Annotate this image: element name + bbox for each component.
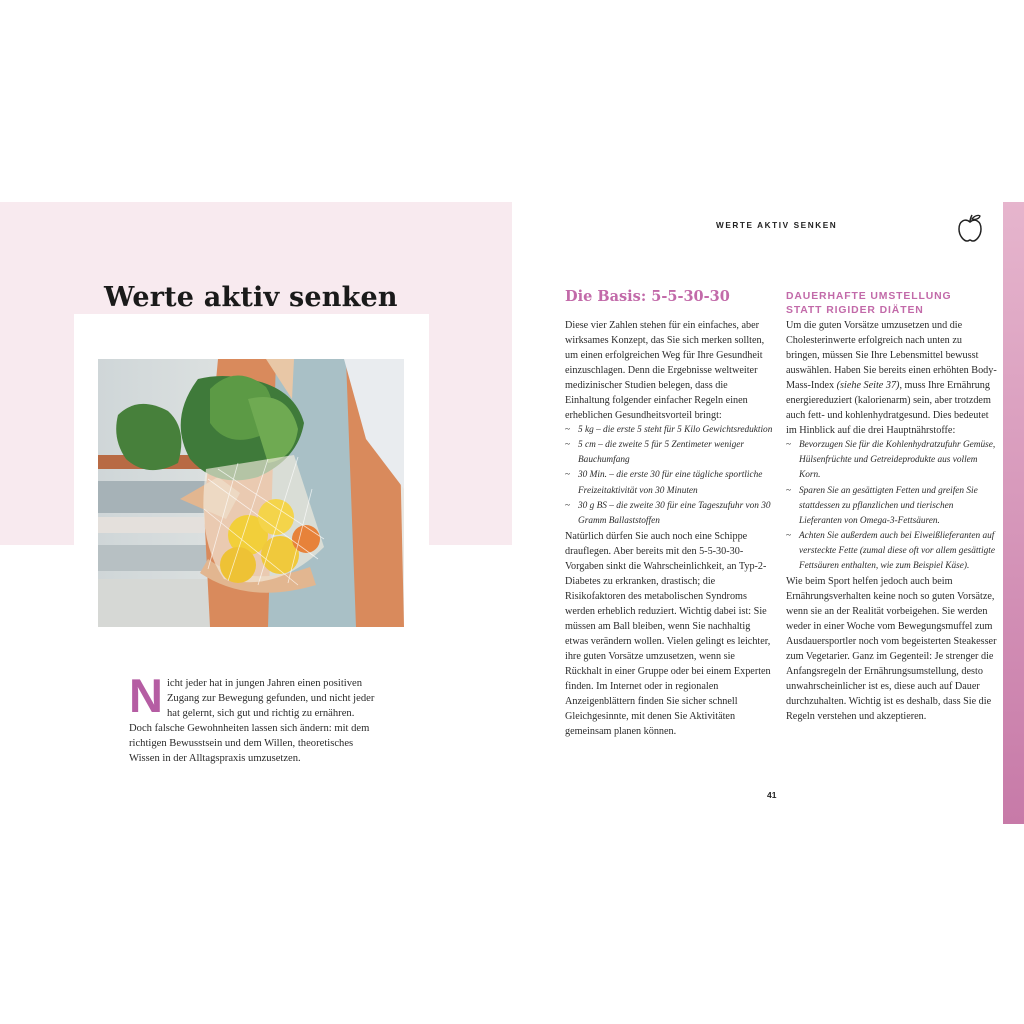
page-reference: (siehe Seite 37) xyxy=(836,380,900,392)
intro-paragraph xyxy=(129,669,377,767)
text-column-1 xyxy=(565,318,773,739)
section-heading-basis: Die Basis: 5-5-30-30 xyxy=(565,288,730,305)
heading-line-1: DAUERHAFTE UMSTELLUNG xyxy=(786,291,952,302)
text-column-2 xyxy=(786,318,998,724)
apple-icon xyxy=(957,213,983,243)
paragraph: Natürlich dürfen Sie auch noch eine Schippe drauflegen. Aber bereits mit den 5-5-30-30-Vorgaben sinkt die Wahrscheinlichkeit, an Typ-2-Diabetes zu erkranken, drastisch; die Risikofaktoren des metabolischen Syndroms werden erheblich reduziert. Wichtig dabei ist: Sie müssen am Ball bleiben, wenn Sie nachhaltig etwas verändern wollen. Vielen gelingt es leichter, ihre guten Vorsätze umzusetzen, wenn sie Rückhalt in einer Gruppe oder bei einem Experten finden. Im Internet oder in regionalen Anzeigenblättern finden Sie sicher schnell Gleichgesinnte, mit denen Sie Aktivitäten gemeinsam planen können. xyxy=(565,530,771,738)
list-item: ~ 30 Min. – die erste 30 für eine tägliche sportliche Freizeitaktivität von 30 Minuten xyxy=(565,470,763,496)
intro-text: icht jeder hat in jungen Jahren einen positiven Zugang zur Bewegung gefunden, und nicht jeder hat gelernt, sich gut und richtig zu ernähren. Doch falsche Gewohnheiten lassen sich ändern: mit dem richtigen Bewusstsein und dem Willen, theoretisches Wissen in der Alltagspraxis umzusetzen. xyxy=(129,678,375,765)
page-number: 41 xyxy=(767,790,777,800)
tilde-bullet: ~ xyxy=(786,485,792,496)
paragraph: Um die guten Vorsätze umzusetzen und die Cholesterinwerte erfolgreich nach unten zu bringen, müssen Sie Ihre Lebensmittel bewusst auswählen. Haben Sie bereits einen erhöhten Body-Mass-Index (siehe Seite 37), muss Ihre Ernährung energiereduziert (kalorienarm) sein, aber trotzdem auch fett- und kohlenhydratgesund. Dies bedeutet im Hinblick auf die drei Hauptnährstoffe: xyxy=(786,320,997,437)
bullet-list xyxy=(786,438,998,573)
paragraph: Wie beim Sport helfen jedoch auch beim Ernährungsverhalten keine noch so guten Vorsätze, wenn sie an der Realität vorbeigehen. Sie werden weder in einer Woche vom Bewegungsmuffel zum Ausdauersportler noch vom begeisterten Steakesser zum Vegetarier. Ganz im Gegenteil: Je strenger die Anfangsregeln der Ernährungsumstellung, desto unwahrscheinlicher ist es, diese auch auf Dauer durchzuhalten. Wichtig ist es deshalb, dass Sie die Regeln verstehen und akzeptieren. xyxy=(786,575,997,723)
running-head: WERTE AKTIV SENKEN xyxy=(716,221,838,230)
drop-cap: N xyxy=(129,669,163,722)
chapter-color-tab xyxy=(1003,202,1024,824)
section-heading-umstellung xyxy=(786,290,952,318)
market-photo xyxy=(98,359,404,627)
bullet-list xyxy=(565,423,773,528)
tilde-bullet: ~ xyxy=(565,470,571,481)
list-item: ~ Achten Sie außerdem auch bei Eiweißlieferanten auf versteckte Fette (zumal diese oft vor allem gesättigte Fettsäuren enthalten, wie zum Beispiel Käse). xyxy=(786,530,995,571)
list-item: ~ 5 kg – die erste 5 steht für 5 Kilo Gewichtsreduktion xyxy=(565,423,773,438)
tilde-bullet: ~ xyxy=(565,440,571,451)
tilde-bullet: ~ xyxy=(786,440,792,451)
list-item: ~ Bevorzugen Sie für die Kohlenhydratzufuhr Gemüse, Hülsenfrüchte und Getreideprodukte aus vollem Korn. xyxy=(786,440,996,481)
page-title: Werte aktiv senken xyxy=(104,282,398,313)
heading-line-2: STATT RIGIDER DIÄTEN xyxy=(786,305,924,316)
list-item: ~ Sparen Sie an gesättigten Fetten und greifen Sie stattdessen zu pflanzlichen und tierischen Lieferanten von Omega-3-Fettsäuren. xyxy=(786,485,978,526)
list-item: ~ 30 g BS – die zweite 30 für eine Tageszufuhr von 30 Gramm Ballaststoffen xyxy=(565,500,771,526)
paragraph: Diese vier Zahlen stehen für ein einfaches, aber wirksames Konzept, das Sie sich merken sollten, um einen erfolgreichen Weg für Ihre Gesundheit einzuschlagen. Denn die Ergebnisse weltweiter medizinischer Studien belegen, dass die Einhaltung folgender einfacher Regeln einen erheblichen Gesundheitsvorteil bringt: xyxy=(565,320,765,422)
tilde-bullet: ~ xyxy=(565,500,571,511)
tilde-bullet: ~ xyxy=(565,425,571,436)
tilde-bullet: ~ xyxy=(786,530,792,541)
list-item: ~ 5 cm – die zweite 5 für 5 Zentimeter weniger Bauchumfang xyxy=(565,440,745,466)
